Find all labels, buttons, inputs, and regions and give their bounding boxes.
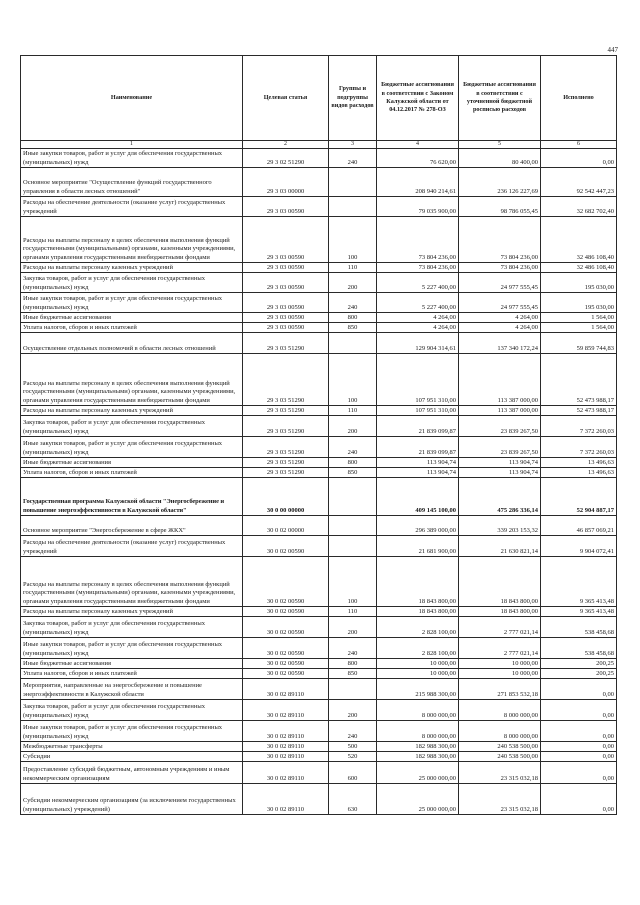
row-revised-allocation: 240 538 500,00 [459, 742, 541, 752]
row-law-allocation: 4 264,00 [377, 323, 459, 333]
table-row [21, 458, 617, 468]
row-law-allocation: 21 839 099,87 [377, 437, 459, 458]
header-target-article: Целевая статья [243, 56, 329, 141]
row-expense-group: 200 [329, 273, 377, 293]
row-expense-group: 240 [329, 638, 377, 659]
row-law-allocation: 73 804 236,00 [377, 263, 459, 273]
row-revised-allocation: 10 000,00 [459, 659, 541, 669]
row-name: Предоставление субсидий бюджетным, автономным учреждениям и иным некоммерческим организациям [21, 762, 243, 784]
table-row [21, 669, 617, 679]
row-executed: 0,00 [541, 784, 617, 815]
row-name: Субсидии некоммерческим организациям (за исключением государственных (муниципальных) учреждений) [21, 784, 243, 815]
row-target-article: 30 0 02 89110 [243, 721, 329, 742]
row-revised-allocation: 24 977 555,45 [459, 293, 541, 313]
row-expense-group: 850 [329, 323, 377, 333]
row-law-allocation: 18 843 800,00 [377, 607, 459, 617]
row-target-article: 30 0 02 00590 [243, 617, 329, 638]
table-row [21, 333, 617, 354]
row-target-article: 29 3 03 00590 [243, 293, 329, 313]
row-executed: 195 030,00 [541, 293, 617, 313]
row-executed: 0,00 [541, 752, 617, 762]
row-executed: 46 857 069,21 [541, 516, 617, 536]
table-row [21, 168, 617, 197]
row-executed: 32 486 108,40 [541, 217, 617, 263]
row-target-article: 30 0 02 00000 [243, 516, 329, 536]
row-expense-group: 100 [329, 557, 377, 607]
table-row [21, 416, 617, 437]
row-law-allocation: 73 804 236,00 [377, 217, 459, 263]
table-row [21, 273, 617, 293]
row-executed: 7 372 260,03 [541, 437, 617, 458]
row-expense-group: 520 [329, 752, 377, 762]
row-law-allocation: 79 035 900,00 [377, 197, 459, 217]
row-executed: 13 496,63 [541, 458, 617, 468]
row-expense-group: 240 [329, 437, 377, 458]
header-executed: Исполнено [541, 56, 617, 141]
row-law-allocation: 8 000 000,00 [377, 721, 459, 742]
row-executed: 0,00 [541, 700, 617, 721]
row-name: Осуществление отдельных полномочий в области лесных отношений [21, 333, 243, 354]
row-revised-allocation: 18 843 800,00 [459, 557, 541, 607]
row-target-article: 30 0 02 00590 [243, 607, 329, 617]
row-executed: 538 458,68 [541, 617, 617, 638]
row-expense-group: 800 [329, 458, 377, 468]
header-expense-groups: Группы и подгруппы видов расходов [329, 56, 377, 141]
column-number: 6 [541, 141, 617, 149]
row-name: Иные закупки товаров, работ и услуг для обеспечения государственных (муниципальных) нужд [21, 638, 243, 659]
table-row [21, 293, 617, 313]
row-name: Расходы на выплаты персоналу казенных учреждений [21, 406, 243, 416]
row-expense-group: 240 [329, 721, 377, 742]
table-row [21, 752, 617, 762]
row-revised-allocation: 4 264,00 [459, 313, 541, 323]
table-row [21, 742, 617, 752]
row-expense-group: 500 [329, 742, 377, 752]
row-law-allocation: 25 000 000,00 [377, 784, 459, 815]
row-executed: 200,25 [541, 659, 617, 669]
column-number: 1 [21, 141, 243, 149]
row-executed: 0,00 [541, 762, 617, 784]
row-law-allocation: 21 681 900,00 [377, 536, 459, 557]
row-revised-allocation: 113 904,74 [459, 458, 541, 468]
row-law-allocation: 296 389 000,00 [377, 516, 459, 536]
row-name: Иные закупки товаров, работ и услуг для обеспечения государственных (муниципальных) нужд [21, 437, 243, 458]
row-expense-group: 240 [329, 293, 377, 313]
row-name: Расходы на выплаты персоналу казенных учреждений [21, 607, 243, 617]
row-revised-allocation: 80 400,00 [459, 149, 541, 168]
column-number: 2 [243, 141, 329, 149]
row-name: Мероприятия, направленные на энергосбережение и повышение энергоэффективности в Калужской области [21, 679, 243, 700]
row-revised-allocation: 8 000 000,00 [459, 721, 541, 742]
row-expense-group: 110 [329, 607, 377, 617]
row-revised-allocation: 10 000,00 [459, 669, 541, 679]
row-executed: 52 473 988,17 [541, 354, 617, 406]
row-name: Расходы на обеспечение деятельности (оказание услуг) государственных учреждений [21, 536, 243, 557]
row-target-article: 30 0 02 89110 [243, 700, 329, 721]
row-name: Государственная программа Калужской области "Энергосбережение и повышение энергоэффективности в Калужской области" [21, 478, 243, 516]
row-target-article: 30 0 02 89110 [243, 742, 329, 752]
row-name: Иные закупки товаров, работ и услуг для обеспечения государственных (муниципальных) нужд [21, 293, 243, 313]
row-target-article: 30 0 02 89110 [243, 752, 329, 762]
row-target-article: 29 3 03 00590 [243, 217, 329, 263]
row-law-allocation: 208 940 214,61 [377, 168, 459, 197]
row-law-allocation: 5 227 400,00 [377, 293, 459, 313]
row-name: Расходы на выплаты персоналу в целях обеспечения выполнения функций государственными (муниципальными) органами, казенными учреждениями, органами управления государственными внебюджетными фондами [21, 354, 243, 406]
row-expense-group: 200 [329, 416, 377, 437]
row-name: Расходы на обеспечение деятельности (оказание услуг) государственных учреждений [21, 197, 243, 217]
row-target-article: 29 3 03 51290 [243, 437, 329, 458]
row-target-article: 30 0 02 89110 [243, 784, 329, 815]
row-law-allocation: 10 000,00 [377, 659, 459, 669]
row-expense-group: 630 [329, 784, 377, 815]
row-executed: 195 030,00 [541, 273, 617, 293]
row-executed: 92 542 447,23 [541, 168, 617, 197]
row-law-allocation: 4 264,00 [377, 313, 459, 323]
row-revised-allocation: 137 340 172,24 [459, 333, 541, 354]
row-revised-allocation: 475 286 336,14 [459, 478, 541, 516]
table-row [21, 437, 617, 458]
row-executed: 9 904 072,41 [541, 536, 617, 557]
row-target-article: 30 0 02 00590 [243, 659, 329, 669]
row-name: Закупка товаров, работ и услуг для обеспечения государственных (муниципальных) нужд [21, 273, 243, 293]
row-executed: 1 564,00 [541, 313, 617, 323]
row-target-article: 30 0 02 89110 [243, 679, 329, 700]
column-number: 4 [377, 141, 459, 149]
table-row [21, 721, 617, 742]
row-revised-allocation: 2 777 021,14 [459, 638, 541, 659]
row-revised-allocation: 23 839 267,50 [459, 416, 541, 437]
row-target-article: 29 3 03 51290 [243, 406, 329, 416]
row-executed: 538 458,68 [541, 638, 617, 659]
row-name: Закупка товаров, работ и услуг для обеспечения государственных (муниципальных) нужд [21, 416, 243, 437]
table-row [21, 557, 617, 607]
table-row [21, 323, 617, 333]
row-expense-group: 800 [329, 659, 377, 669]
row-executed: 0,00 [541, 679, 617, 700]
row-law-allocation: 5 227 400,00 [377, 273, 459, 293]
row-target-article: 30 0 00 00000 [243, 478, 329, 516]
row-law-allocation: 129 904 314,61 [377, 333, 459, 354]
row-revised-allocation: 73 804 236,00 [459, 263, 541, 273]
row-expense-group: 110 [329, 263, 377, 273]
page-number: 447 [607, 46, 618, 54]
row-revised-allocation: 113 387 000,00 [459, 406, 541, 416]
table-row [21, 617, 617, 638]
budget-table [20, 55, 617, 815]
row-target-article: 29 3 03 00590 [243, 273, 329, 293]
table-row [21, 313, 617, 323]
row-target-article: 30 0 02 89110 [243, 762, 329, 784]
row-name: Закупка товаров, работ и услуг для обеспечения государственных (муниципальных) нужд [21, 700, 243, 721]
row-target-article: 30 0 02 00590 [243, 669, 329, 679]
row-revised-allocation: 98 786 055,45 [459, 197, 541, 217]
row-target-article: 29 3 03 00000 [243, 168, 329, 197]
table-row [21, 217, 617, 263]
row-revised-allocation: 8 000 000,00 [459, 700, 541, 721]
row-law-allocation: 113 904,74 [377, 458, 459, 468]
row-law-allocation: 107 951 310,00 [377, 406, 459, 416]
row-expense-group [329, 478, 377, 516]
row-executed: 13 496,63 [541, 468, 617, 478]
row-target-article: 29 3 03 51290 [243, 416, 329, 437]
row-name: Иные бюджетные ассигнования [21, 313, 243, 323]
row-expense-group [329, 516, 377, 536]
row-target-article: 29 3 03 51290 [243, 458, 329, 468]
row-law-allocation: 2 828 100,00 [377, 638, 459, 659]
row-law-allocation: 409 145 100,00 [377, 478, 459, 516]
row-revised-allocation: 24 977 555,45 [459, 273, 541, 293]
row-law-allocation: 25 000 000,00 [377, 762, 459, 784]
row-name: Закупка товаров, работ и услуг для обеспечения государственных (муниципальных) нужд [21, 617, 243, 638]
header-name: Наименование [21, 56, 243, 141]
table-row [21, 478, 617, 516]
row-executed: 59 859 744,83 [541, 333, 617, 354]
row-expense-group: 850 [329, 468, 377, 478]
row-name: Основное мероприятие "Энергосбережение в сфере ЖКХ" [21, 516, 243, 536]
row-expense-group [329, 536, 377, 557]
table-row [21, 536, 617, 557]
row-expense-group: 110 [329, 406, 377, 416]
row-expense-group: 100 [329, 354, 377, 406]
table-row [21, 149, 617, 168]
row-expense-group [329, 333, 377, 354]
row-name: Субсидии [21, 752, 243, 762]
row-revised-allocation: 23 315 032,18 [459, 784, 541, 815]
table-row [21, 516, 617, 536]
row-name: Иные закупки товаров, работ и услуг для обеспечения государственных (муниципальных) нужд [21, 149, 243, 168]
table-row [21, 762, 617, 784]
row-executed: 0,00 [541, 721, 617, 742]
row-revised-allocation: 271 853 532,18 [459, 679, 541, 700]
row-law-allocation: 8 000 000,00 [377, 700, 459, 721]
row-target-article: 29 3 03 51290 [243, 333, 329, 354]
row-law-allocation: 182 988 300,00 [377, 752, 459, 762]
row-target-article: 30 0 02 00590 [243, 638, 329, 659]
header-row [21, 56, 617, 141]
row-executed: 52 473 988,17 [541, 406, 617, 416]
table-body [21, 149, 617, 815]
row-revised-allocation: 339 203 153,32 [459, 516, 541, 536]
row-name: Расходы на выплаты персоналу казенных учреждений [21, 263, 243, 273]
row-target-article: 29 3 03 51290 [243, 468, 329, 478]
row-executed: 32 682 702,40 [541, 197, 617, 217]
row-law-allocation: 113 904,74 [377, 468, 459, 478]
row-law-allocation: 215 988 300,00 [377, 679, 459, 700]
row-revised-allocation: 73 804 236,00 [459, 217, 541, 263]
row-law-allocation: 10 000,00 [377, 669, 459, 679]
column-number: 3 [329, 141, 377, 149]
row-expense-group [329, 197, 377, 217]
header-revised-allocation: Бюджетные ассигнования в соответствии с уточненной бюджетной росписью расходов [459, 56, 541, 141]
row-law-allocation: 76 620,00 [377, 149, 459, 168]
row-expense-group: 100 [329, 217, 377, 263]
row-name: Уплата налогов, сборов и иных платежей [21, 669, 243, 679]
row-name: Расходы на выплаты персоналу в целях обеспечения выполнения функций государственными (муниципальными) органами, казенными учреждениями, органами управления государственными внебюджетными фондами [21, 557, 243, 607]
row-law-allocation: 2 828 100,00 [377, 617, 459, 638]
table-row [21, 406, 617, 416]
column-number-row [21, 141, 617, 149]
row-target-article: 29 3 03 00590 [243, 323, 329, 333]
row-target-article: 29 3 03 00590 [243, 313, 329, 323]
row-revised-allocation: 236 126 227,69 [459, 168, 541, 197]
row-executed: 9 365 413,48 [541, 557, 617, 607]
row-executed: 7 372 260,03 [541, 416, 617, 437]
row-target-article: 29 3 02 51290 [243, 149, 329, 168]
table-row [21, 700, 617, 721]
row-name: Иные бюджетные ассигнования [21, 458, 243, 468]
row-law-allocation: 18 843 800,00 [377, 557, 459, 607]
row-law-allocation: 21 839 099,87 [377, 416, 459, 437]
row-name: Иные закупки товаров, работ и услуг для обеспечения государственных (муниципальных) нужд [21, 721, 243, 742]
table-row [21, 468, 617, 478]
table-row [21, 607, 617, 617]
table-row [21, 679, 617, 700]
row-revised-allocation: 23 315 032,18 [459, 762, 541, 784]
row-revised-allocation: 113 387 000,00 [459, 354, 541, 406]
header-law-allocation: Бюджетные ассигнования в соответствии с Законом Калужской области от 04.12.2017 № 278-ОЗ [377, 56, 459, 141]
row-target-article: 29 3 03 51290 [243, 354, 329, 406]
row-executed: 52 904 887,17 [541, 478, 617, 516]
row-target-article: 29 3 03 00590 [243, 197, 329, 217]
row-name: Иные бюджетные ассигнования [21, 659, 243, 669]
row-target-article: 29 3 03 00590 [243, 263, 329, 273]
row-executed: 0,00 [541, 742, 617, 752]
row-name: Основное мероприятие "Осуществление функций государственного управления в области лесных отношений" [21, 168, 243, 197]
row-revised-allocation: 113 904,74 [459, 468, 541, 478]
row-law-allocation: 107 951 310,00 [377, 354, 459, 406]
table-row [21, 354, 617, 406]
table-row [21, 638, 617, 659]
table-row [21, 784, 617, 815]
row-expense-group: 200 [329, 700, 377, 721]
row-revised-allocation: 4 264,00 [459, 323, 541, 333]
row-executed: 32 486 108,40 [541, 263, 617, 273]
row-revised-allocation: 2 777 021,14 [459, 617, 541, 638]
row-law-allocation: 182 988 300,00 [377, 742, 459, 752]
column-number: 5 [459, 141, 541, 149]
row-executed: 1 564,00 [541, 323, 617, 333]
row-revised-allocation: 21 630 821,14 [459, 536, 541, 557]
row-expense-group [329, 168, 377, 197]
row-target-article: 30 0 02 00590 [243, 557, 329, 607]
row-revised-allocation: 240 538 500,00 [459, 752, 541, 762]
row-name: Уплата налогов, сборов и иных платежей [21, 323, 243, 333]
row-name: Уплата налогов, сборов и иных платежей [21, 468, 243, 478]
row-name: Межбюджетные трансферты [21, 742, 243, 752]
row-expense-group: 600 [329, 762, 377, 784]
row-name: Расходы на выплаты персоналу в целях обеспечения выполнения функций государственными (муниципальными) органами, казенными учреждениями, органами управления государственными внебюджетными фондами [21, 217, 243, 263]
row-expense-group: 240 [329, 149, 377, 168]
row-expense-group: 200 [329, 617, 377, 638]
row-executed: 0,00 [541, 149, 617, 168]
table-row [21, 263, 617, 273]
row-revised-allocation: 23 839 267,50 [459, 437, 541, 458]
row-executed: 9 365 413,48 [541, 607, 617, 617]
row-expense-group: 800 [329, 313, 377, 323]
table-row [21, 197, 617, 217]
table-row [21, 659, 617, 669]
row-target-article: 30 0 02 00590 [243, 536, 329, 557]
row-expense-group: 850 [329, 669, 377, 679]
row-expense-group [329, 679, 377, 700]
row-executed: 200,25 [541, 669, 617, 679]
row-revised-allocation: 18 843 800,00 [459, 607, 541, 617]
